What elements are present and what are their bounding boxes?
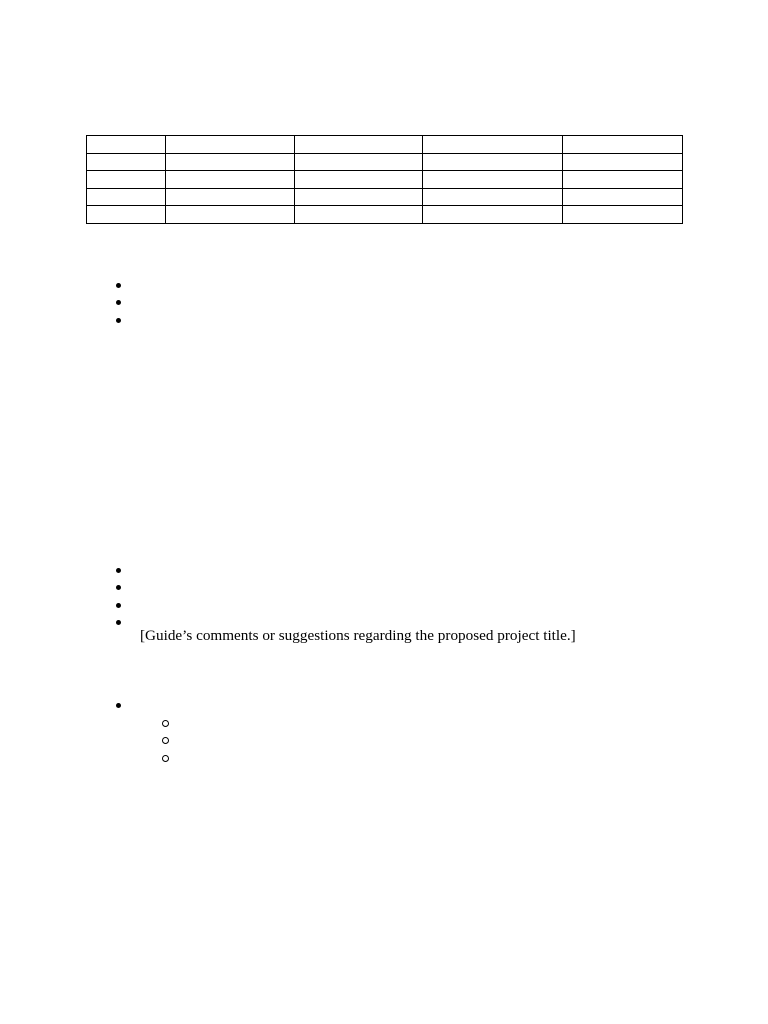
table-cell[interactable]	[295, 153, 423, 171]
bullet-icon	[116, 585, 121, 590]
hollow-bullet-icon	[162, 737, 169, 744]
table-cell[interactable]	[563, 153, 683, 171]
table-cell[interactable]	[423, 206, 563, 224]
bullet-icon	[116, 568, 121, 573]
table-cell[interactable]	[423, 188, 563, 206]
bullet-icon	[116, 620, 121, 625]
table-row	[87, 171, 683, 189]
table-cell[interactable]	[563, 206, 683, 224]
hollow-bullet-icon	[162, 720, 169, 727]
table-cell[interactable]	[87, 153, 166, 171]
table-cell[interactable]	[295, 188, 423, 206]
bullet-icon	[116, 283, 121, 288]
bullet-icon	[116, 300, 121, 305]
table-cell[interactable]	[87, 188, 166, 206]
table-cell[interactable]	[166, 206, 295, 224]
table-cell[interactable]	[423, 171, 563, 189]
table-cell[interactable]	[423, 136, 563, 154]
table-cell[interactable]	[563, 188, 683, 206]
bullet-icon	[116, 603, 121, 608]
table-cell[interactable]	[563, 136, 683, 154]
bullet-icon	[116, 703, 121, 708]
table-cell[interactable]	[295, 136, 423, 154]
hollow-bullet-icon	[162, 755, 169, 762]
table-cell[interactable]	[295, 206, 423, 224]
guide-comment-placeholder[interactable]: [Guide’s comments or suggestions regarding the proposed project title.]	[140, 627, 576, 644]
table-cell[interactable]	[166, 188, 295, 206]
table-cell[interactable]	[166, 171, 295, 189]
table-cell[interactable]	[295, 171, 423, 189]
table-row	[87, 153, 683, 171]
table-row	[87, 206, 683, 224]
table-cell[interactable]	[423, 153, 563, 171]
table-cell[interactable]	[166, 153, 295, 171]
bullet-icon	[116, 318, 121, 323]
table-cell[interactable]	[87, 171, 166, 189]
table-cell[interactable]	[563, 171, 683, 189]
table-row	[87, 136, 683, 154]
table-cell[interactable]	[87, 206, 166, 224]
details-table	[86, 135, 683, 224]
table-cell[interactable]	[166, 136, 295, 154]
table-row	[87, 188, 683, 206]
table-cell[interactable]	[87, 136, 166, 154]
